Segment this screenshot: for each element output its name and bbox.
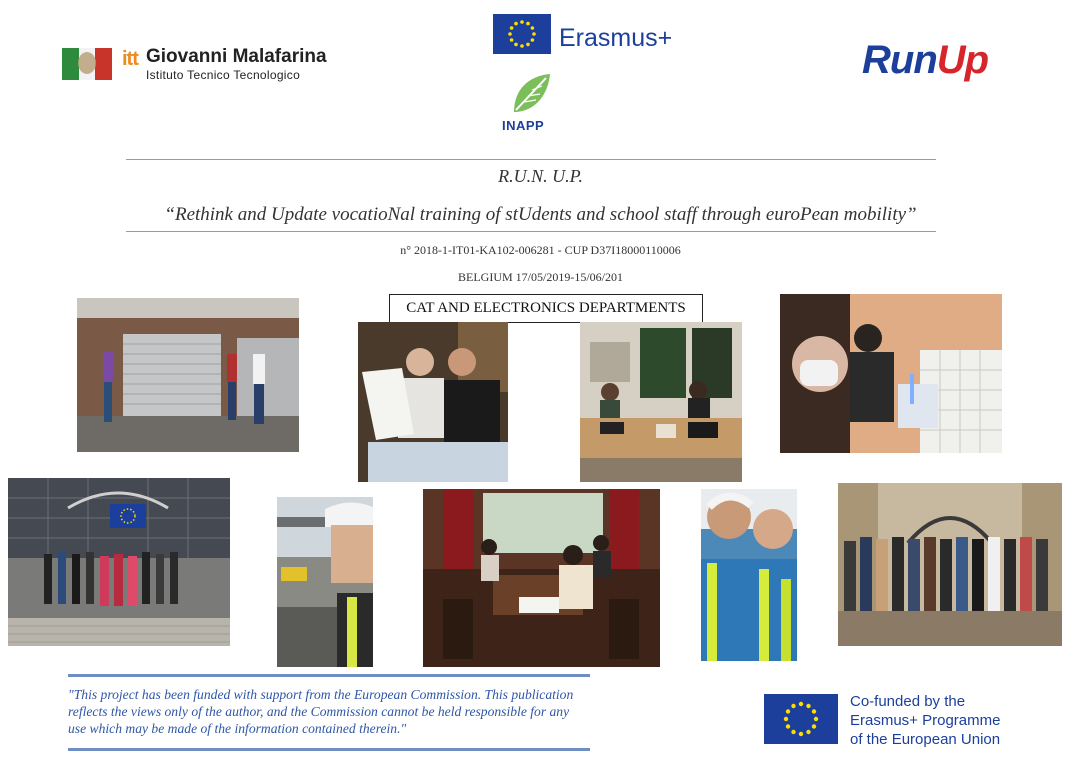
inapp-logo [498,72,564,134]
mobility-dates: BELGIUM 17/05/2019-15/06/201 [458,270,623,284]
disclaimer-bottom-bar [68,748,590,751]
photo-european-parliament-group [8,478,230,646]
runup-logo [862,38,988,83]
cofunded-text [850,692,1000,749]
department-label: CAT AND ELECTRONICS DEPARTMENTS [389,294,703,323]
funding-disclaimer: "This project has been funded with support from the European Commission. This publication reflects the views only of the author, and the Commission cannot be held responsible for any use which may be made of the information contained therein." [68,687,574,736]
photo-group-courtyard [838,483,1062,646]
erasmus-label: Erasmus+ [559,24,673,52]
cofunded-logo [764,692,1024,748]
school-logo [62,46,327,82]
photo-garage-doors [77,298,299,452]
cofund-line-2: Erasmus+ Programme [850,712,1001,729]
top-divider [126,159,936,160]
inapp-label: INAPP [502,118,545,133]
photo-reading-documents [358,322,508,482]
school-name: Giovanni Malafarina [146,46,327,67]
project-acronym: R.U.N. U.P. [498,166,583,186]
erasmus-logo [493,14,693,56]
photo-construction-site [277,497,373,667]
photo-hi-vis-selfie [701,489,797,661]
runup-logo-run: Run [862,38,937,82]
photo-electronics-lab [780,294,1002,453]
school-subtitle: Istituto Tecnico Tecnologico [146,68,301,82]
republic-emblem-icon [78,52,96,74]
eu-flag-icon [493,14,551,54]
leaf-icon [510,72,552,116]
itt-mark: itt [122,48,138,70]
runup-logo-up: Up [936,38,989,82]
title-divider [126,231,936,232]
photo-cafe-study [423,489,660,667]
photo-office-table [580,322,742,482]
eu-flag-icon [764,694,838,744]
cofund-line-3: of the European Union [850,731,1001,748]
project-full-title: “Rethink and Update vocatioNal training of stUdents and school staff through euroPean mobility” [164,204,917,225]
disclaimer-box [68,674,590,752]
disclaimer-top-bar [68,674,590,677]
cofund-line-1: Co-funded by the [850,693,966,710]
project-reference: n° 2018-1-IT01-KA102-006281 - CUP D37I18000110006 [400,243,681,257]
